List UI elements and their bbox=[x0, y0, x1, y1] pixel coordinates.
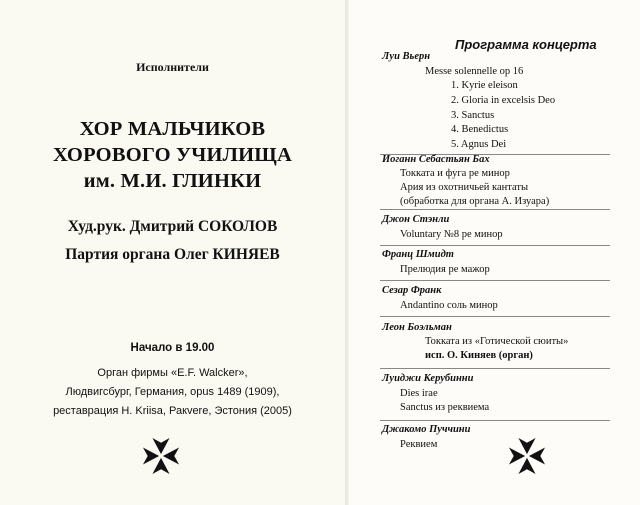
start-time: Начало в 19.00 bbox=[130, 342, 215, 354]
work-title: Sanctus из реквиема bbox=[400, 402, 490, 413]
work-note: (обработка для органа А. Изуара) bbox=[400, 196, 550, 207]
work-movement: 5. Agnus Dei bbox=[451, 139, 507, 150]
composer-name: Сезар Франк bbox=[382, 285, 442, 296]
work-title: Ария из охотничьей кантаты bbox=[400, 182, 529, 193]
artistic-director: Худ.рук. Дмитрий СОКОЛОВ bbox=[67, 218, 278, 235]
composer-name: Джакомо Пуччини bbox=[382, 424, 471, 435]
organ-info-line-2: Людвигсбург, Германия, opus 1489 (1909), bbox=[65, 386, 280, 398]
work-title: Dies irae bbox=[400, 388, 438, 399]
choir-title-line-3: им. М.И. ГЛИНКИ bbox=[83, 170, 262, 192]
work-title: Токката и фуга ре минор bbox=[400, 168, 510, 179]
composer-name: Луиджи Керубинни bbox=[382, 373, 474, 384]
divider bbox=[380, 209, 610, 210]
work-title: Andantino соль минор bbox=[400, 300, 498, 311]
divider bbox=[380, 316, 610, 317]
divider bbox=[380, 420, 610, 421]
work-movement: 3. Sanctus bbox=[451, 110, 495, 121]
composer-name: Леон Боэльман bbox=[382, 322, 452, 333]
program-title: Программа концерта bbox=[455, 37, 597, 52]
composer-name: Франц Шмидт bbox=[382, 249, 454, 260]
performers-heading: Исполнители bbox=[136, 60, 209, 74]
work-title: Voluntary №8 ре минор bbox=[400, 229, 503, 240]
work-movement: 4. Benedictus bbox=[451, 124, 509, 135]
work-title: Токката из «Готической сюиты» bbox=[425, 336, 569, 347]
composer-name: Луи Вьерн bbox=[382, 51, 431, 62]
work-title: Messe solennelle op 16 bbox=[425, 66, 524, 77]
work-movement: 2. Gloria in excelsis Deo bbox=[451, 95, 556, 106]
work-movement: 1. Kyrie eleison bbox=[451, 80, 518, 91]
organ-info-line-1: Орган фирмы «E.F. Walcker», bbox=[97, 367, 248, 379]
maltese-cross-icon bbox=[142, 437, 180, 475]
composer-name: Иоганн Себастьян Бах bbox=[382, 154, 490, 165]
choir-title-line-1: ХОР МАЛЬЧИКОВ bbox=[79, 118, 266, 140]
organ-part: Партия органа Олег КИНЯЕВ bbox=[65, 246, 280, 263]
divider bbox=[380, 368, 610, 369]
work-title: Реквием bbox=[400, 439, 438, 450]
composer-name: Джон Стэнли bbox=[382, 214, 450, 225]
choir-title-line-2: ХОРОВОГО УЧИЛИЩА bbox=[52, 144, 293, 166]
divider bbox=[380, 245, 610, 246]
maltese-cross-icon bbox=[508, 437, 546, 475]
work-title: Прелюдия ре мажор bbox=[400, 264, 490, 275]
divider bbox=[380, 280, 610, 281]
performer-note: исп. О. Киняев (орган) bbox=[425, 350, 533, 361]
organ-info-line-3: реставрация Н. Kriisa, Ракvere, Эстония (2005) bbox=[53, 405, 292, 417]
